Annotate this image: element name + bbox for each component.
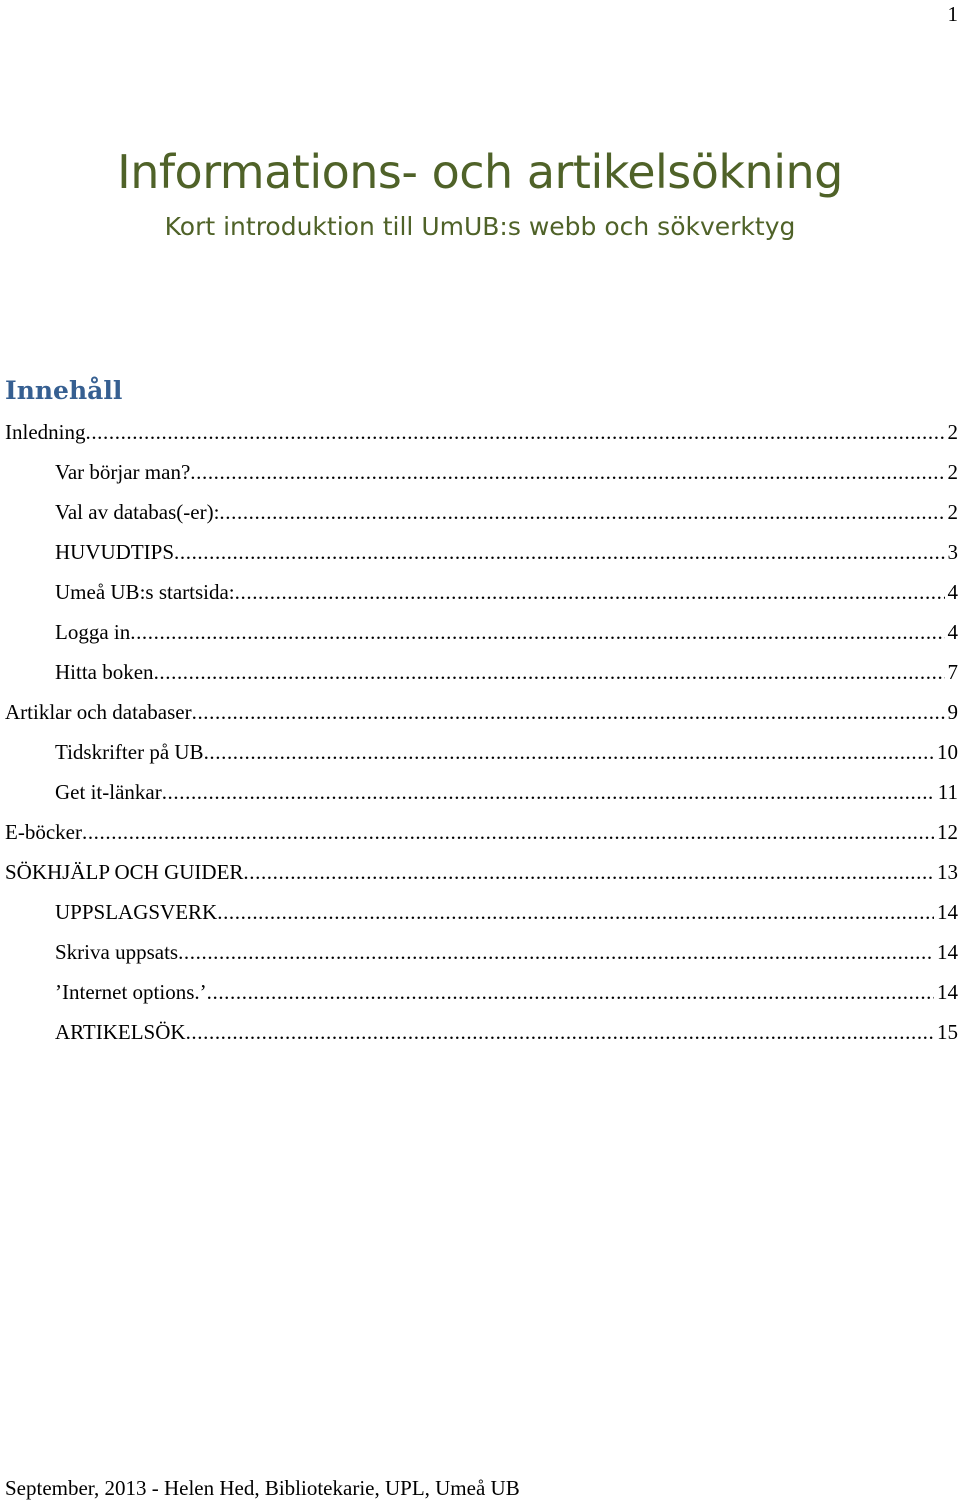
toc-entry-page: 15 <box>937 1020 958 1044</box>
toc-entry-page: 2 <box>947 460 958 484</box>
toc-entry[interactable] <box>0 452 960 492</box>
toc-entry-title: HUVUDTIPS <box>55 540 175 564</box>
toc-leader-dots <box>192 692 945 732</box>
toc-entry-page: 12 <box>937 820 958 844</box>
toc-entry[interactable] <box>0 652 960 692</box>
toc-entry-title: E-böcker <box>5 820 82 844</box>
toc-leader-dots <box>82 812 934 852</box>
toc-entry-page: 14 <box>937 980 958 1004</box>
toc-entry[interactable] <box>0 772 960 812</box>
toc-entry-page: 4 <box>947 580 958 604</box>
toc-entry-title: Artiklar och databaser <box>5 700 192 724</box>
toc-entry-page: 4 <box>947 620 958 644</box>
toc-entry-page: 2 <box>947 420 958 444</box>
toc-entry[interactable] <box>0 572 960 612</box>
page-number: 1 <box>947 2 958 26</box>
toc-entry-title: Get it-länkar <box>55 780 162 804</box>
toc-entry-title: UPPSLAGSVERK <box>55 900 218 924</box>
toc-entry[interactable] <box>0 852 960 892</box>
toc-entry-title: ARTIKELSÖK <box>55 1020 186 1044</box>
toc-leader-dots <box>162 772 935 812</box>
toc-leader-dots <box>174 532 944 572</box>
toc-entry-title: Var börjar man? <box>55 460 191 484</box>
toc-entry[interactable] <box>0 972 960 1012</box>
toc-entry-title: Logga in <box>55 620 131 644</box>
toc-leader-dots <box>243 852 934 892</box>
toc-leader-dots <box>207 972 934 1012</box>
toc-leader-dots <box>217 892 934 932</box>
toc-entry[interactable] <box>0 892 960 932</box>
toc-leader-dots <box>186 1012 934 1052</box>
toc-entry-page: 2 <box>947 500 958 524</box>
toc-leader-dots <box>178 932 934 972</box>
toc-leader-dots <box>219 492 944 532</box>
document-title: Informations- och artikelsökning <box>117 145 843 199</box>
toc-entry-title: Tidskrifter på UB <box>55 740 204 764</box>
toc-leader-dots <box>130 612 944 652</box>
toc-entry-page: 11 <box>937 780 958 804</box>
toc-entry-page: 9 <box>947 700 958 724</box>
toc-entry-title: Hitta boken <box>55 660 154 684</box>
table-of-contents <box>0 412 960 1052</box>
toc-entry-title: Skriva uppsats <box>55 940 179 964</box>
toc-entry-page: 13 <box>937 860 958 884</box>
toc-entry[interactable] <box>0 532 960 572</box>
toc-leader-dots <box>235 572 945 612</box>
toc-entry[interactable] <box>0 412 960 452</box>
toc-entry-page: 10 <box>937 740 958 764</box>
toc-entry-title: Inledning <box>5 420 86 444</box>
toc-heading: Innehåll <box>5 376 123 405</box>
toc-entry[interactable] <box>0 812 960 852</box>
toc-leader-dots <box>154 652 945 692</box>
toc-leader-dots <box>85 412 944 452</box>
document-subtitle: Kort introduktion till UmUB:s webb och sökverktyg <box>164 212 796 241</box>
toc-entry[interactable] <box>0 492 960 532</box>
toc-entry-page: 14 <box>937 940 958 964</box>
toc-entry[interactable] <box>0 692 960 732</box>
toc-entry[interactable] <box>0 732 960 772</box>
toc-entry-title: SÖKHJÄLP OCH GUIDER <box>5 860 244 884</box>
page-footer: September, 2013 - Helen Hed, Bibliotekarie, UPL, Umeå UB <box>5 1476 520 1500</box>
toc-leader-dots <box>204 732 934 772</box>
toc-entry-page: 3 <box>947 540 958 564</box>
toc-leader-dots <box>190 452 944 492</box>
toc-entry-page: 7 <box>947 660 958 684</box>
toc-entry[interactable] <box>0 1012 960 1052</box>
toc-entry-title: Umeå UB:s startsida: <box>55 580 235 604</box>
toc-entry-title: ’Internet options.’ <box>55 980 207 1004</box>
toc-entry[interactable] <box>0 612 960 652</box>
toc-entry-title: Val av databas(-er): <box>55 500 220 524</box>
toc-entry-page: 14 <box>937 900 958 924</box>
toc-entry[interactable] <box>0 932 960 972</box>
